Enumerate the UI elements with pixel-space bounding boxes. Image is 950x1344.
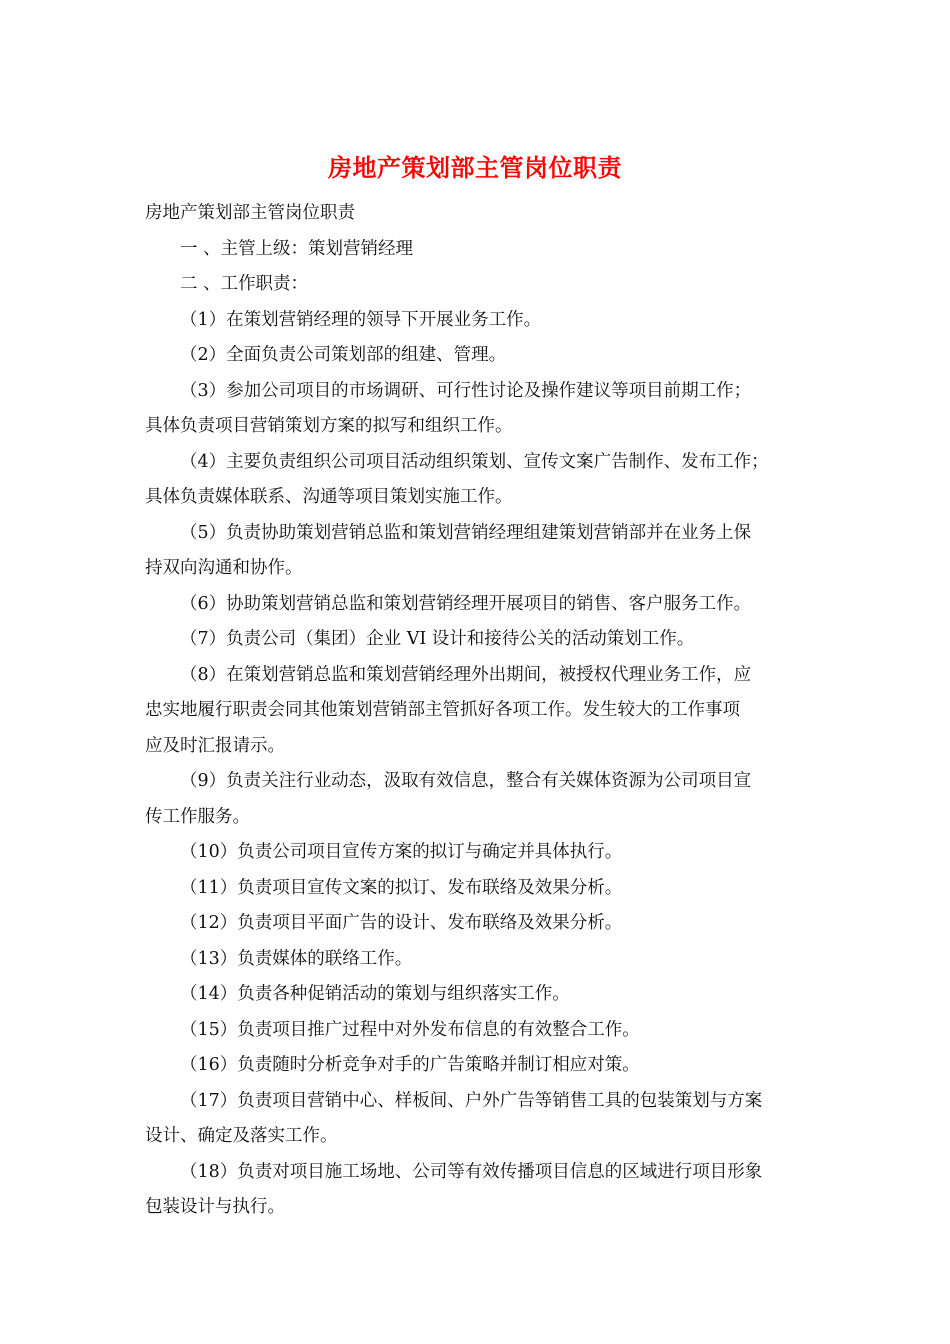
duty-item-5: （5）负责协助策划营销总监和策划营销经理组建策划营销部并在业务上保 — [180, 522, 752, 543]
duty-item-8: （8）在策划营销总监和策划营销经理外出期间，被授权代理业务工作，应 — [180, 664, 752, 685]
duty-item-9-cont: 传工作服务。 — [145, 806, 250, 827]
duty-item-13: （13）负责媒体的联络工作。 — [180, 948, 413, 969]
section-duties: 二 、工作职责： — [180, 274, 309, 294]
duty-item-3: （3）参加公司项目的市场调研、可行性讨论及操作建议等项目前期工作； — [180, 380, 752, 401]
duty-item-8-cont-2: 应及时汇报请示。 — [145, 735, 285, 756]
duty-item-4: （4）主要负责组织公司项目活动组织策划、宣传文案广告制作、发布工作； — [180, 451, 769, 472]
duty-item-4-cont: 具体负责媒体联系、沟通等项目策划实施工作。 — [145, 487, 513, 507]
duty-item-18-cont: 包装设计与执行。 — [145, 1197, 285, 1217]
duty-item-9: （9）负责关注行业动态，汲取有效信息，整合有关媒体资源为公司项目宣 — [180, 771, 752, 791]
duty-item-16: （16）负责随时分析竞争对手的广告策略并制订相应对策。 — [180, 1055, 640, 1075]
duty-item-18: （18）负责对项目施工场地、公司等有效传播项目信息的区域进行项目形象 — [180, 1161, 763, 1182]
duty-item-17-cont: 设计、确定及落实工作。 — [145, 1126, 338, 1146]
duty-item-3-cont: 具体负责项目营销策划方案的拟写和组织工作。 — [145, 416, 513, 436]
duty-item-14: （14）负责各种促销活动的策划与组织落实工作。 — [180, 984, 570, 1004]
duty-item-2: （2）全面负责公司策划部的组建、管理。 — [180, 345, 507, 365]
body-heading: 房地产策划部主管岗位职责 — [145, 203, 355, 223]
duty-item-15: （15）负责项目推广过程中对外发布信息的有效整合工作。 — [180, 1019, 640, 1040]
duty-item-6: （6）协助策划营销总监和策划营销经理开展项目的销售、客户服务工作。 — [180, 593, 752, 614]
duty-item-8-cont: 忠实地履行职责会同其他策划营销部主管抓好各项工作。发生较大的工作事项 — [145, 700, 740, 720]
document-title: 房地产策划部主管岗位职责 — [328, 153, 622, 182]
duty-item-5-cont: 持双向沟通和协作。 — [145, 558, 303, 578]
duty-item-10: （10）负责公司项目宣传方案的拟订与确定并具体执行。 — [180, 842, 623, 862]
duty-item-7: （7）负责公司（集团）企业 VI 设计和接待公关的活动策划工作。 — [180, 629, 695, 649]
duty-item-17: （17）负责项目营销中心、样板间、户外广告等销售工具的包装策划与方案 — [180, 1090, 763, 1111]
duty-item-11: （11）负责项目宣传文案的拟订、发布联络及效果分析。 — [180, 877, 623, 898]
document-body — [145, 196, 805, 1226]
section-supervisor: 一 、主管上级：策划营销经理 — [180, 238, 414, 259]
duty-item-12: （12）负责项目平面广告的设计、发布联络及效果分析。 — [180, 913, 623, 933]
duty-item-1: （1）在策划营销经理的领导下开展业务工作。 — [180, 309, 542, 330]
